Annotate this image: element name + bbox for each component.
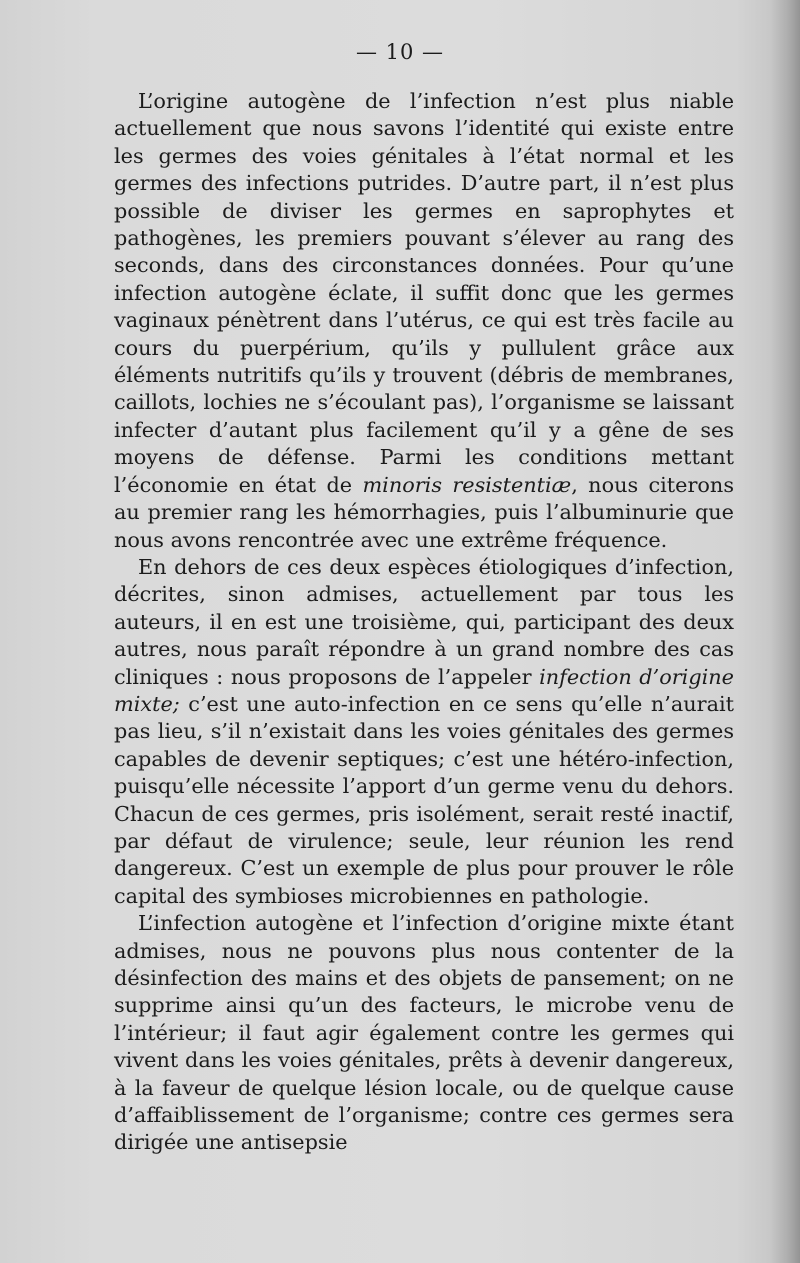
paragraph-2-text: En dehors de ces deux espèces étiologiques d’infection, décrites, sinon admises, actuellement par tous les auteurs, il en est une troisième, qui, participant des deux autres, nous paraît répondre à un grand nombre des cas cliniques : nous proposons de l’appeler: [114, 554, 734, 689]
paragraph-2: [114, 554, 734, 910]
body-text: [114, 88, 734, 1157]
defined-term: infection d’origine mixte;: [114, 664, 734, 716]
page-gutter-shadow: [770, 0, 800, 1263]
paragraph-1-text-continued: , nous citerons au premier rang les hémorrhagies, puis l’albuminurie que nous avons rencontrée avec une extrême fréquence.: [114, 472, 734, 552]
paragraph-1: [114, 88, 734, 554]
page-number: — 10 —: [355, 40, 445, 64]
latin-term: minoris resistentiæ: [362, 472, 572, 497]
paragraph-3: [114, 910, 734, 1157]
paragraph-2-text-continued: c’est une auto-infection en ce sens qu’elle n’aurait pas lieu, s’il n’existait dans les voies génitales des germes capables de devenir septiques; c’est une hétéro-infection, puisqu’elle nécessite l’apport d’un germe venu du dehors. Chacun de ces germes, pris isolément, serait resté inactif, par défaut de virulence; seule, leur réunion les rend dangereux. C’est un exemple de plus pour prouver le rôle capital des symbioses microbiennes en pathologie.: [114, 691, 734, 908]
paragraph-3-text: L’infection autogène et l’infection d’origine mixte étant admises, nous ne pouvons plus nous contenter de la désinfection des mains et des objets de pansement; on ne supprime ainsi qu’un des facteurs, le microbe venu de l’intérieur; il faut agir également contre les germes qui vivent dans les voies génitales, prêts à devenir dangereux, à la faveur de quelque lésion locale, ou de quelque cause d’affaiblissement de l’organisme; contre ces germes sera dirigée une antisepsie: [114, 911, 734, 1155]
paragraph-1-text: L’origine autogène de l’infection n’est plus niable actuellement que nous savons l’identité qui existe entre les germes des voies génitales à l’état normal et les germes des infections putrides. D’autre part, il n’est plus possible de diviser les germes en saprophytes et pathogènes, les premiers pouvant s’élever au rang des seconds, dans des circonstances données. Pour qu’une infection autogène éclate, il suffit donc que les germes vaginaux pénètrent dans l’utérus, ce qui est très facile au cours du puerpérium, qu’ils y pullulent grâce aux éléments nutritifs qu’ils y trouvent (débris de membranes, caillots, lochies ne s’écoulant pas), l’organisme se laissant infecter d’autant plus facilement qu’il y a gêne de ses moyens de défense. Parmi les conditions mettant l’économie en état de: [114, 89, 734, 497]
